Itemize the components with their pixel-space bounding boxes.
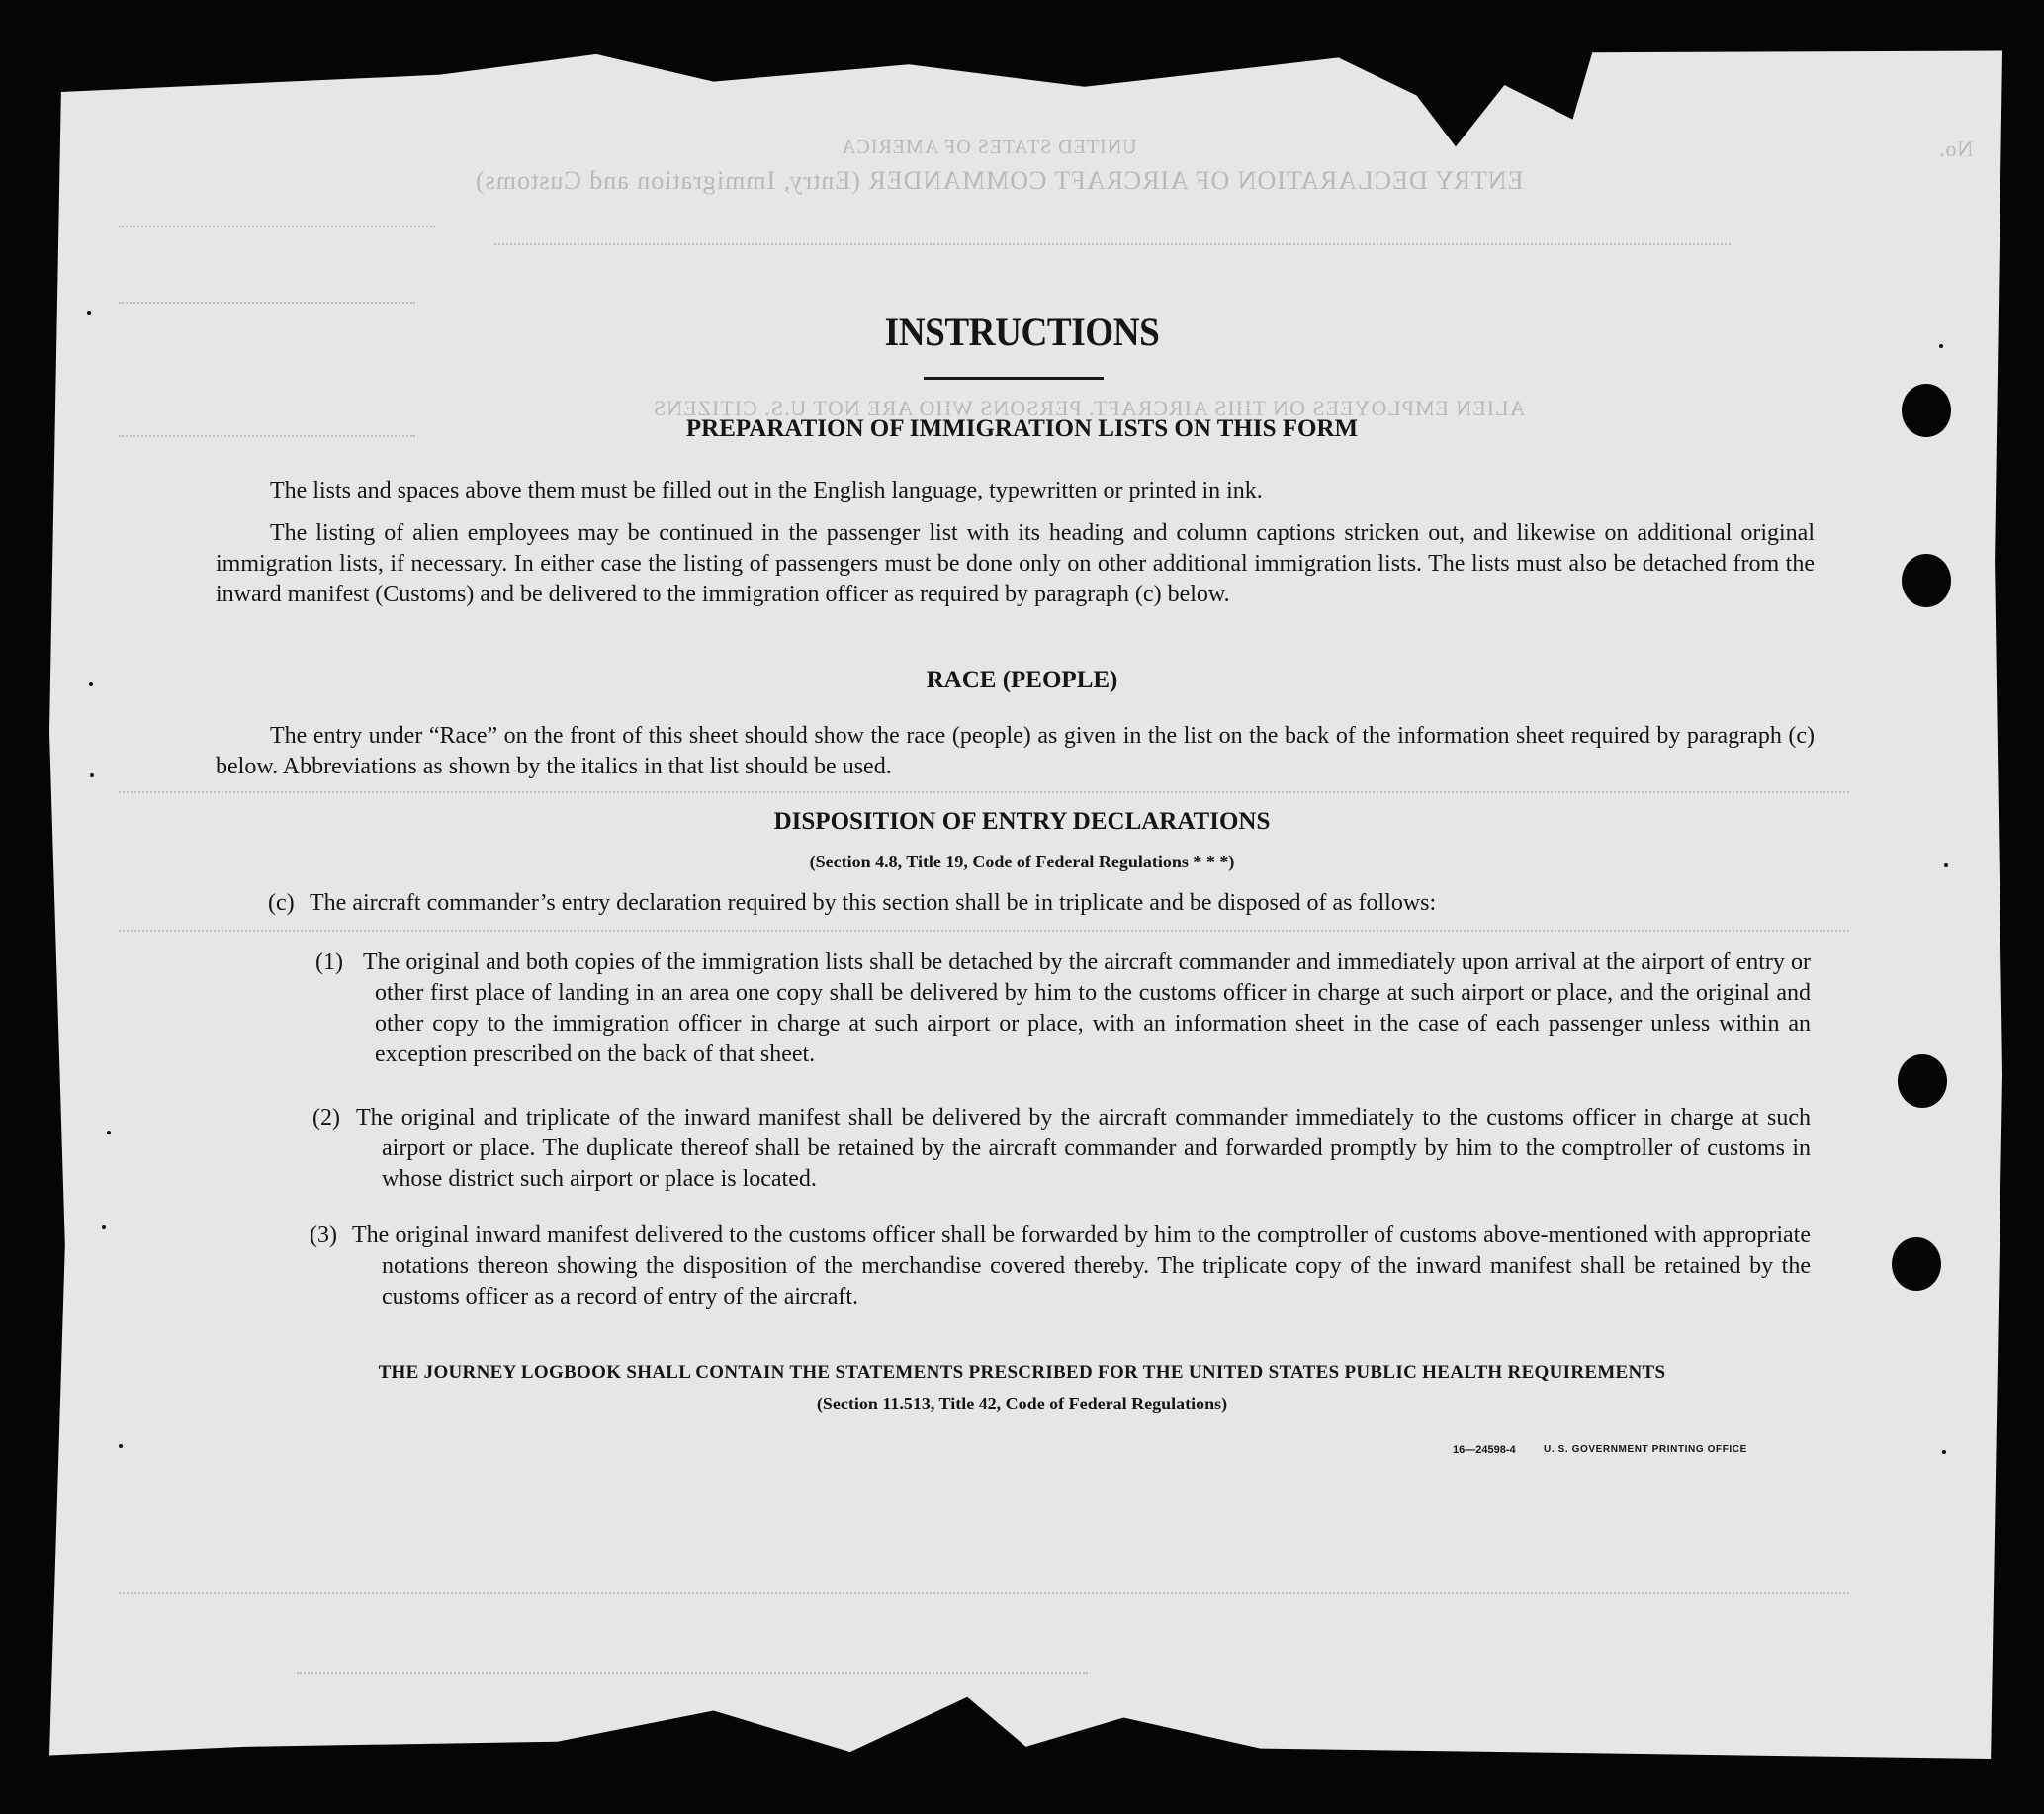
page-title: INSTRUCTIONS (884, 310, 1160, 354)
race-heading: RACE (PEOPLE) (926, 667, 1118, 693)
disposition-intro-label: (c) (268, 890, 295, 916)
item-text: The original and triplicate of the inward manifest shall be delivered by the aircraft commander immediately to the customs officer in charge at such airport or place. The duplicate thereof shall be retained by the aircraft commander and forwarded promptly by him to the comptroller of customs in whose district such airport or place is located. (356, 1105, 1811, 1192)
item-text: The original and both copies of the immigration lists shall be detached by the aircraft commander and immediately upon arrival at the airport of entry or other first place of landing in an area one copy shall be delivered by him to the customs officer in charge at such airport or place, and the original and other copy to the immigration officer in charge at such airport or place, with an information sheet in the case of each passenger unless within an exception prescribed on the back of that sheet. (363, 950, 1811, 1067)
speck (107, 1131, 111, 1134)
disposition-intro: The aircraft commander’s entry declaration required by this section shall be in triplicate and be disposed of as follows: (310, 890, 1437, 916)
speck (102, 1225, 106, 1229)
preparation-paragraph-1: The lists and spaces above them must be filled out in the English language, typewritten or printed in ink. (270, 478, 1263, 503)
item-number: (3) (310, 1223, 337, 1248)
item-number: (1) (315, 950, 343, 975)
disposition-subheading: (Section 4.8, Title 19, Code of Federal Regulations * * *) (809, 852, 1235, 871)
preparation-heading: PREPARATION OF IMMIGRATION LISTS ON THIS FORM (685, 415, 1359, 442)
disposition-item-3 (310, 1221, 1811, 1313)
public-health-citation: (Section 11.513, Title 42, Code of Federal Regulations) (816, 1394, 1228, 1413)
speck (1942, 1450, 1946, 1454)
public-health-requirements: THE JOURNEY LOGBOOK SHALL CONTAIN THE STATEMENTS PRESCRIBED FOR THE UNITED STATES PUBLIC HEALTH REQUIREMENTS (378, 1362, 1666, 1383)
disposition-item-1 (315, 948, 1811, 1070)
item-text: The original inward manifest delivered to the customs officer shall be forwarded by him to the comptroller of customs above-mentioned with appropriate notations thereon showing the disposition of the merchandise covered thereby. The triplicate copy of the inward manifest shall be retained by the customs officer as a record of entry of the aircraft. (352, 1223, 1811, 1310)
printing-office-imprint: U. S. GOVERNMENT PRINTING OFFICE (1544, 1444, 1747, 1455)
disposition-item-2 (312, 1103, 1811, 1195)
item-number: (2) (312, 1105, 340, 1131)
speck (119, 1444, 123, 1448)
punch-hole (1902, 554, 1951, 607)
punch-hole (1892, 1237, 1941, 1291)
race-paragraph: The entry under “Race” on the front of this sheet should show the race (people) as given in the list on the back of the information sheet required by paragraph (c) below. Abbreviations as shown by the italics in that list should be used. (216, 723, 1815, 779)
punch-hole (1898, 1054, 1947, 1108)
disposition-heading: DISPOSITION OF ENTRY DECLARATIONS (773, 808, 1271, 835)
speck (90, 773, 94, 777)
title-underline (924, 377, 1104, 380)
preparation-paragraph-2: The listing of alien employees may be continued in the passenger list with its heading and column captions stricken out, and likewise on additional original immigration lists, if necessary. In either case the listing of passengers must be done only on other additional immigration lists. The lists must also be detached from the inward manifest (Customs) and be delivered to the immigration officer as required by paragraph (c) below. (216, 520, 1815, 607)
print-code: 16—24598-4 (1453, 1444, 1516, 1456)
